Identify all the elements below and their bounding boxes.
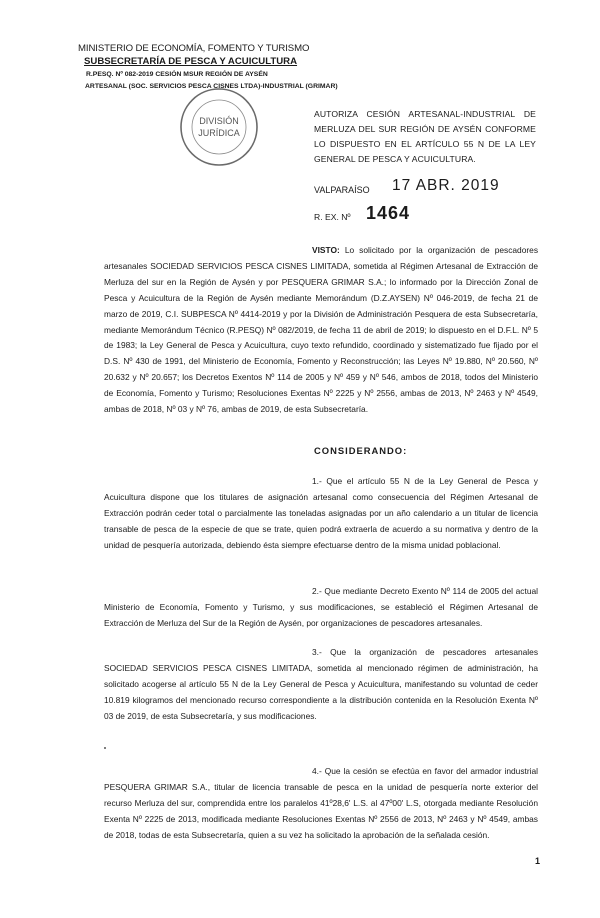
margin-mark [104, 747, 106, 749]
considerando-heading: CONSIDERANDO: [314, 445, 408, 456]
document-subject: AUTORIZA CESIÓN ARTESANAL-INDUSTRIAL DE MERLUZA DEL SUR REGIÓN DE AYSÉN CONFORME LO DISPUESTO EN EL ARTÍCULO 55 N DE LA LEY GENERAL DE PESCA Y ACUICULTURA. [314, 109, 536, 164]
place-label: VALPARAÍSO [314, 185, 370, 195]
resolution-label: R. EX. Nº [314, 212, 351, 222]
considerando-2: 2.- Que mediante Decreto Exento Nº 114 de 2005 del actual Ministerio de Economía, Fomento y Turismo, y sus modificaciones, se estableció el Régimen Artesanal de Extracción de Merluza del Sur de la Región de Aysén, por organizaciones de pescadores artesanales. [104, 586, 538, 628]
considerando-4: 4.- Que la cesión se efectúa en favor del armador industrial PESQUERA GRIMAR S.A., titular de licencia transable de pesca en la unidad de pesquería norte exterior del recurso Merluza del sur, comprendida entre los paralelos 41º28,6' L.S. al 47º00' L.S, otorgada mediante Resolución Exenta Nº 2225 de 2013, modificada mediante Resoluciones Exentas Nº 2556 de 2013, Nº 2463 y Nº 4549, ambas de 2018, todas de esta Subsecretaría, quien a su vez ha solicitado la aprobación de la señalada cesión. [104, 766, 538, 840]
reference-line-1: R.PESQ. Nº 082-2019 CESIÓN MSUR REGIÓN DE AYSÉN [86, 71, 268, 78]
visto-paragraph [104, 243, 538, 418]
reference-line-2: ARTESANAL (SOC. SERVICIOS PESCA CISNES LTDA)-INDUSTRIAL (GRIMAR) [85, 83, 338, 90]
subsecretaria-name: SUBSECRETARÍA DE PESCA Y ACUICULTURA [84, 56, 298, 67]
document-date: 17 ABR. 2019 [392, 177, 500, 194]
division-juridica-stamp [178, 86, 260, 168]
visto-lead: VISTO: [312, 245, 340, 255]
visto-text: Lo solicitado por la organización de pescadores artesanales SOCIEDAD SERVICIOS PESCA CISNES LIMITADA, sometida al Régimen Artesanal de Extracción de Merluza del sur en la Región de Aysén y por PESQUERA GRIMAR S.A.; lo informado por la Dirección Zonal de Pesca y Acuicultura de la Región de Aysén mediante Memorándum (D.Z.AYSEN) Nº 046-2019, de fecha 21 de marzo de 2019, C.I. SUBPESCA Nº 4414-2019 y por la División de Administración Pesquera de esta Subsecretaría, mediante Memorándum Técnico (R.PESQ) Nº 082/2019, de fecha 11 de abril de 2019; lo dispuesto en el D.F.L. Nº 5 de 1983; la Ley General de Pesca y Acuicultura, cuyo texto refundido, coordinado y sistematizado fue fijado por el D.S. Nº 430 de 1991, del Ministerio de Economía, Fomento y Reconstrucción; las Leyes Nº 19.880, Nº 20.560, Nº 20.632 y Nº 20.657; los Decretos Exentos Nº 114 de 2005 y Nº 459 y Nº 546, ambos de 2018, todos del Ministerio de Economía, Fomento y Turismo; Resoluciones Exentas Nº 2225 y Nº 2556, ambas de 2013, Nº 2463 y Nº 4549, ambas de 2018, Nº 03 y Nº 76, ambas de 2019, de esta Subsecretaría. [104, 245, 539, 415]
considerando-3: 3.- Que la organización de pescadores artesanales SOCIEDAD SERVICIOS PESCA CISNES LIMITADA, sometida al mencionado régimen de administración, ha solicitado acogerse al artículo 55 N de la Ley General de Pesca y Acuicultura, manifestando su voluntad de ceder 10.819 kilogramos del mencionado recurso correspondiente a la distribución contenida en la Resolución Exenta Nº 03 de 2019, de esta Subsecretaría, y sus modificaciones. [104, 647, 538, 721]
stamp-line-2: JURÍDICA [198, 128, 240, 138]
page-number: 1 [535, 856, 541, 866]
stamp-line-1: DIVISIÓN [199, 116, 239, 126]
considerando-1: 1.- Que el artículo 55 N de la Ley General de Pesca y Acuicultura dispone que los titulares de asignación artesanal como consecuencia del Régimen Artesanal de Extracción podrán ceder total o parcialmente las toneladas asignadas por un año calendario a un titular de licencia transable de pesca de la especie de que se trate, quien podrá extraerla de acuerdo a su normativa y dentro de la unidad de pesquería autorizada, debiendo ésta siempre efectuarse dentro de la misma unidad poblacional. [104, 476, 538, 550]
ministry-name: MINISTERIO DE ECONOMÍA, FOMENTO Y TURISMO [78, 43, 310, 54]
resolution-number: 1464 [366, 203, 411, 223]
